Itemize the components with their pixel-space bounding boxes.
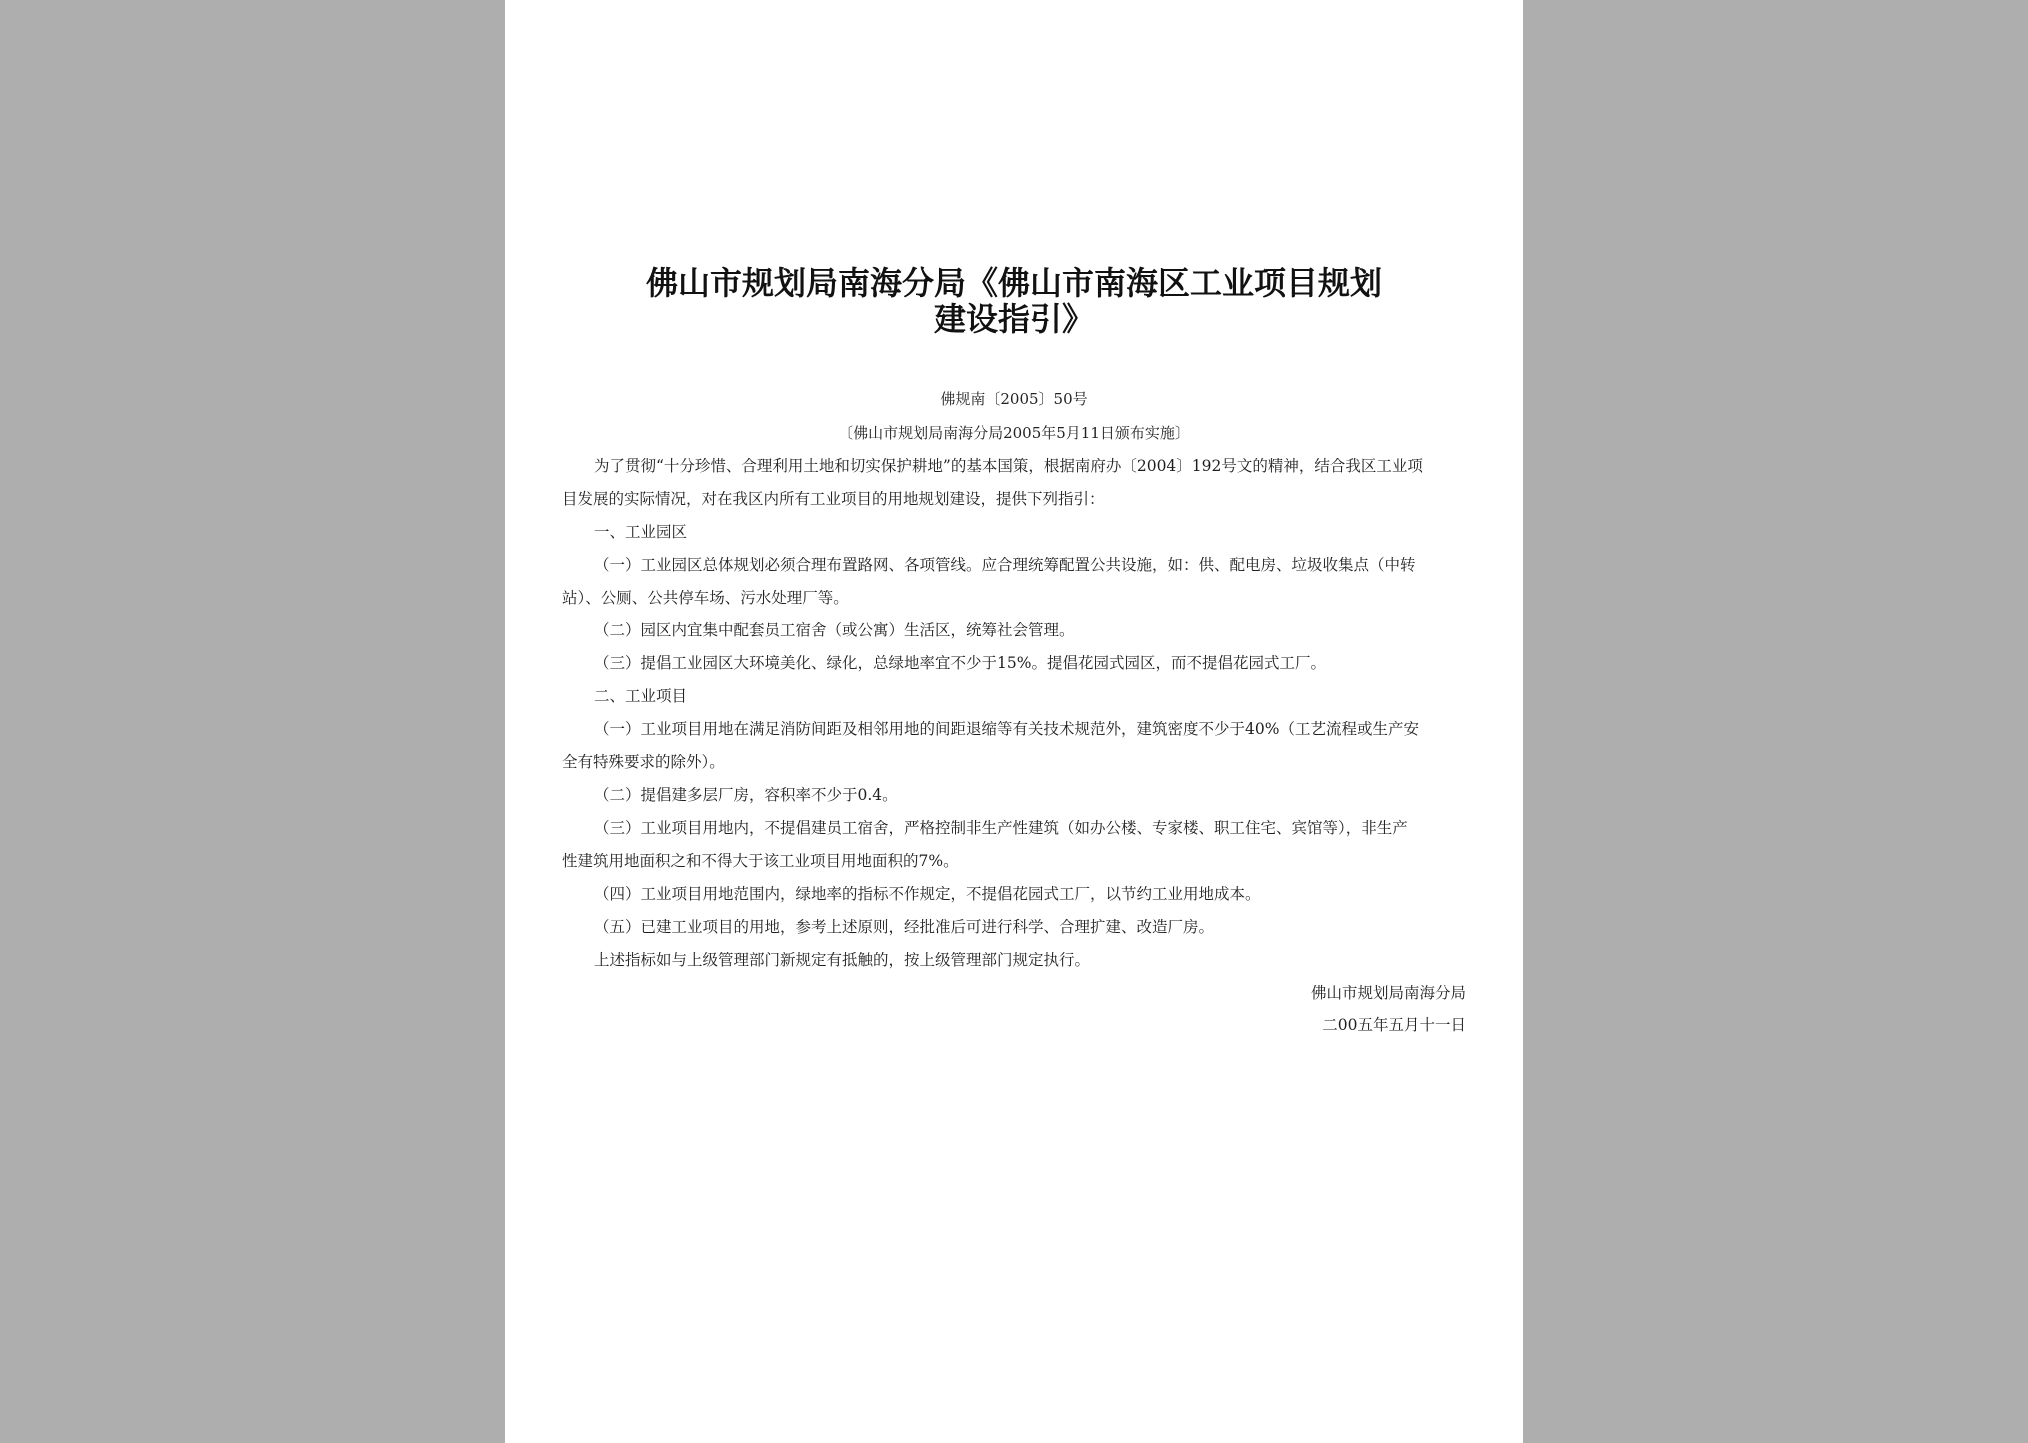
section-heading: 一、工业园区 xyxy=(594,523,688,541)
document-number: 佛规南〔2005〕50号 xyxy=(940,390,1088,408)
body-paragraph: （三）工业项目用地内，不提倡建员工宿舍，严格控制非生产性建筑（如办公楼、专家楼、职工住宅、宾馆等），非生产 xyxy=(594,819,1408,837)
body-paragraph: （五）已建工业项目的用地，参考上述原则，经批准后可进行科学、合理扩建、改造厂房。 xyxy=(594,918,1215,936)
section-heading: 二、工业项目 xyxy=(594,687,688,705)
body-paragraph: （四）工业项目用地范围内，绿地率的指标不作规定，不提倡花园式工厂，以节约工业用地成本。 xyxy=(594,885,1261,903)
body-paragraph: （三）提倡工业园区大环境美化、绿化，总绿地率宜不少于15%。提倡花园式园区，而不提倡花园式工厂。 xyxy=(594,654,1326,672)
document-title-line-2: 建设指引》 xyxy=(933,300,1094,338)
body-paragraph: （二）园区内宜集中配套员工宿舍（或公寓）生活区，统筹社会管理。 xyxy=(594,621,1075,639)
signature-date: 二00五年五月十一日 xyxy=(1322,1016,1466,1034)
body-paragraph: （一）工业园区总体规划必须合理布置路网、各项管线。应合理统筹配置公共设施，如：供、配电房、垃圾收集点（中转 xyxy=(594,556,1416,574)
document-title-line-1: 佛山市规划局南海分局《佛山市南海区工业项目规划 xyxy=(645,264,1382,302)
body-paragraph: 目发展的实际情况，对在我区内所有工业项目的用地规划建设，提供下列指引： xyxy=(562,490,1105,508)
signature-org: 佛山市规划局南海分局 xyxy=(1310,984,1466,1002)
body-paragraph: 全有特殊要求的除外）。 xyxy=(562,753,725,771)
body-paragraph: 站）、公厕、公共停车场、污水处理厂等。 xyxy=(562,589,849,607)
issued-note: 〔佛山市规划局南海分局2005年5月11日颁布实施〕 xyxy=(838,424,1190,442)
body-paragraph: 性建筑用地面积之和不得大于该工业项目用地面积的7%。 xyxy=(562,852,959,870)
document-page xyxy=(505,0,1523,1443)
body-paragraph: （二）提倡建多层厂房，容积率不少于0.4。 xyxy=(594,786,898,804)
body-paragraph: 上述指标如与上级管理部门新规定有抵触的，按上级管理部门规定执行。 xyxy=(594,951,1091,969)
body-paragraph: （一）工业项目用地在满足消防间距及相邻用地的间距退缩等有关技术规范外，建筑密度不少于40%（工艺流程或生产安 xyxy=(594,720,1419,738)
body-paragraph: 为了贯彻“十分珍惜、合理利用土地和切实保护耕地”的基本国策，根据南府办〔2004〕192号文的精神，结合我区工业项 xyxy=(594,457,1423,475)
